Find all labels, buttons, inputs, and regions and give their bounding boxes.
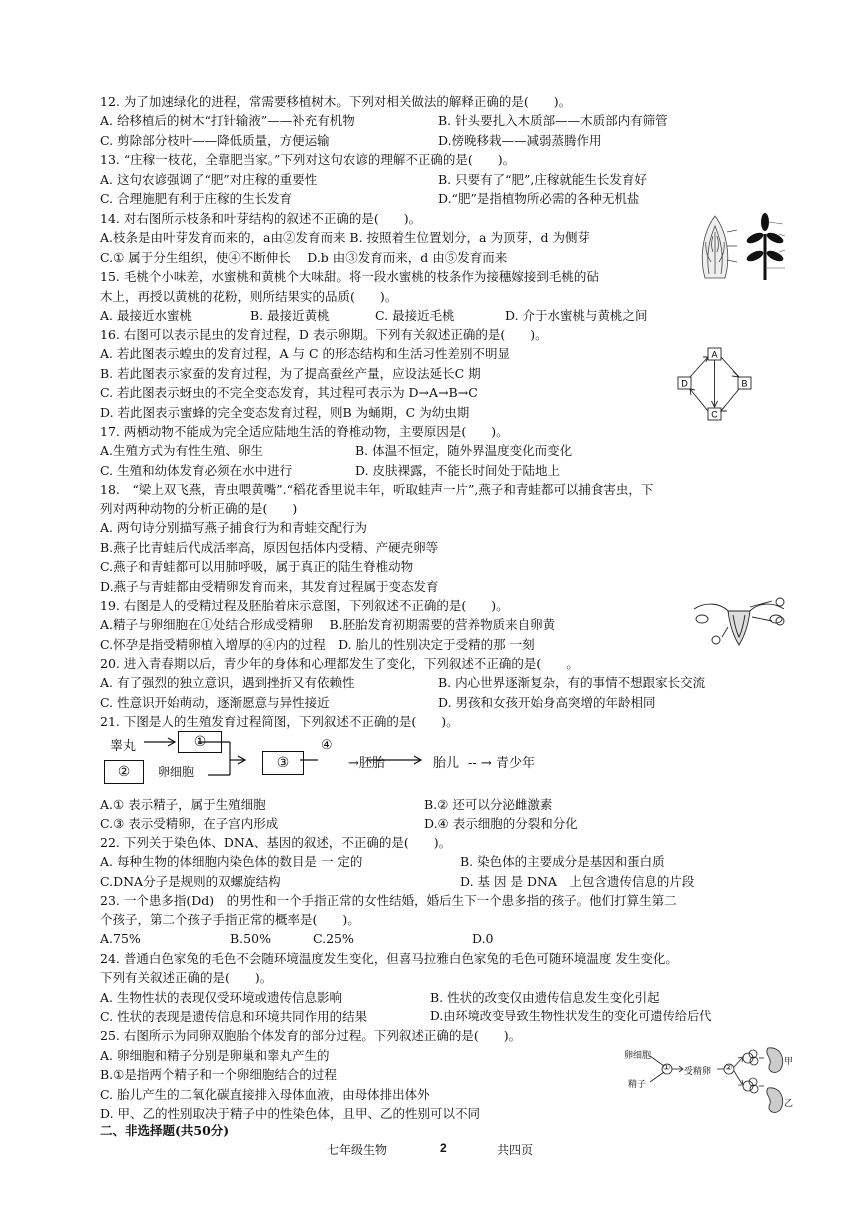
flow-box-2: ②	[104, 760, 144, 784]
q13-option-a: A. 这句农谚强调了“肥”对庄稼的重要性	[100, 172, 318, 187]
q18-stem-line1: 18. “梁上双飞燕，青虫喂黄嘴”.“稻花香里说丰年，听取蛙声一片”,燕子和青蛙都可以捕食害虫，下	[100, 482, 654, 497]
flow-teen-label: -- → 青少年	[468, 756, 535, 771]
q25-option-b: B.①是指两个精子和一个卵细胞结合的过程	[100, 1067, 337, 1082]
q24-option-a: A. 生物性状的表现仅受环境或遗传信息影响	[100, 990, 342, 1005]
cycle-label-c: C	[711, 409, 718, 420]
twin-jia-label: 甲	[784, 1057, 794, 1067]
q15-stem-line1: 15. 毛桃个小味差，水蜜桃和黄桃个大味甜。将一段水蜜桃的枝条作为接穗嫁接到毛桃的砧	[100, 269, 599, 284]
q22-option-a: A. 每种生物的体细胞内染色体的数目是 一 定的	[100, 854, 363, 869]
q16-stem: 16. 右图可以表示昆虫的发育过程，D 表示卵期。下列有关叙述正确的是( )。	[100, 327, 548, 342]
q20-option-c: C. 性意识开始萌动，逐渐愿意与异性接近	[100, 695, 330, 710]
q15-option-a: A. 最接近水蜜桃	[100, 308, 192, 323]
q18-option-c: C.燕子和青蛙都可以用肺呼吸，属于真正的陆生脊椎动物	[100, 559, 414, 574]
q20-option-b: B. 内心世界逐渐复杂，有的事情不想跟家长交流	[438, 675, 706, 690]
q12-option-d: D.傍晚移栽——减弱蒸腾作用	[438, 133, 602, 148]
q24-option-b: B. 性状的改变仅由遗传信息发生变化引起	[430, 990, 660, 1005]
twin-development-figure	[624, 1044, 792, 1126]
q25-option-a: A. 卵细胞和精子分别是卵巢和睾丸产生的	[100, 1048, 330, 1063]
reproductive-system-figure	[688, 597, 790, 647]
cycle-label-b: B	[741, 378, 748, 389]
q22-option-b: B. 染色体的主要成分是基因和蛋白质	[460, 854, 665, 869]
q12-stem: 12. 为了加速绿化的进程，常需要移植树木。下列对相关做法的解释正确的是( )。	[100, 94, 572, 109]
twin-zygote-label: 受精卵	[684, 1067, 712, 1077]
q12-option-c: C. 剪除部分枝叶——降低质量，方便运输	[100, 133, 330, 148]
q17-option-a: A.生殖方式为有性生殖、卵生	[100, 443, 264, 458]
section-2-heading: 二、非选择题(共50分)	[100, 1123, 230, 1138]
q13-option-c: C. 合理施肥有利于庄稼的生长发育	[100, 191, 293, 206]
q23-option-d: D.0	[472, 931, 494, 946]
q19-options-cd: C.怀孕是指受精卵植入增厚的④内的过程 D. 胎儿的性别决定于受精的那 一刻	[100, 637, 535, 652]
q15-option-b: B. 最接近黄桃	[250, 308, 330, 323]
q19-stem: 19. 右图是人的受精过程及胚胎着床示意图，下列叙述不正确的是( )。	[100, 598, 509, 613]
q21-option-b: B.② 还可以分泌雌激素	[424, 797, 553, 812]
q16-option-a: A. 若此图表示蝗虫的发育过程，A 与 C 的形态结构和生活习性差别不明显	[100, 346, 510, 361]
q12-option-a: A. 给移植后的树木“打针输液”——补充有机物	[100, 113, 355, 128]
q17-option-d: D. 皮肤裸露，不能长时间处于陆地上	[355, 463, 561, 478]
q24-stem-line1: 24. 普通白色家兔的毛色不会随环境温度发生变化，但喜马拉雅白色家兔的毛色可随环境温度 发生变化。	[100, 951, 678, 966]
q16-option-d: D. 若此图表示蜜蜂的完全变态发育过程，则B 为蛹期，C 为幼虫期	[100, 405, 470, 420]
q22-option-d: D. 基 因 是 DNA 上包含遗传信息的片段	[460, 874, 695, 889]
q21-option-a: A.① 表示精子，属于生殖细胞	[100, 797, 266, 812]
twin-sperm-label: 精子	[628, 1080, 647, 1090]
q25-option-c: C. 胎儿产生的二氧化碳直接排入母体血液，由母体排出体外	[100, 1087, 430, 1102]
q23-option-a: A.75%	[100, 931, 141, 946]
q12-option-b: B. 针头要扎入木质部——木质部内有筛管	[438, 113, 668, 128]
bud-and-branch-figure	[693, 212, 791, 282]
q25-option-d: D. 甲、乙的性别取决于精子中的性染色体，且甲、乙的性别可以不同	[100, 1106, 481, 1121]
footer-subject: 七年级生物	[327, 1143, 388, 1157]
q18-option-b: B.燕子比青蛙后代成活率高，原因包括体内受精、产硬壳卵等	[100, 540, 439, 555]
footer-page-number: 2	[440, 1141, 447, 1155]
q15-stem-line2: 木上，再授以黄桃的花粉，则所结果实的品质( )。	[100, 289, 398, 304]
q23-option-c: C.25%	[313, 931, 354, 946]
q25-stem: 25. 右图所示为同卵双胞胎个体发育的部分过程。下列叙述正确的是( )。	[100, 1028, 522, 1043]
q13-option-b: B. 只要有了“肥”,庄稼就能生长发育好	[438, 172, 647, 187]
q13-option-d: D.“肥”是指植物所必需的各种无机盐	[438, 191, 640, 206]
q16-option-c: C. 若此图表示蚜虫的不完全变态发育，其过程可表示为 D→A→B→C	[100, 385, 478, 400]
q14-options-ab: A.枝条是由叶芽发育而来的，a由②发育而来 B. 按照着生位置划分，a 为顶芽，d 为侧芽	[100, 230, 590, 245]
flow-fetus-label: 胎儿	[433, 756, 460, 771]
flow-box-1: ①	[178, 731, 222, 753]
q20-option-d: D. 男孩和女孩开始身高突增的年龄相同	[438, 695, 656, 710]
flow-box-3: ③	[262, 751, 304, 775]
cycle-label-d: D	[681, 378, 688, 389]
flow-testis-label: 睾丸	[110, 739, 137, 754]
q14-options-cd: C.① 属于分生组织，使④不断伸长 D.b 由③发育而来，d 由⑤发育而来	[100, 250, 508, 265]
insect-cycle-diagram	[675, 345, 755, 425]
q18-stem-line2: 列对两种动物的分析正确的是( )	[100, 501, 298, 516]
q23-option-b: B.50%	[230, 931, 271, 946]
q18-option-d: D.燕子与青蛙都由受精卵发育而来，其发育过程属于变态发育	[100, 579, 439, 594]
q13-stem: 13. “庄稼一枝花，全靠肥当家。”下列对这句农谚的理解不正确的是( )。	[100, 152, 516, 167]
q17-option-c: C. 生殖和幼体发育必须在水中进行	[100, 463, 293, 478]
flow-step-4: ④	[321, 738, 333, 753]
twin-egg-label: 卵细胞	[624, 1051, 652, 1061]
q23-stem-line2: 个孩子，第二个孩子手指正常的概率是( )。	[100, 912, 360, 927]
q18-option-a: A. 两句诗分别描写燕子捕食行为和青蛙交配行为	[100, 520, 367, 535]
q21-option-d: D.④ 表示细胞的分裂和分化	[424, 816, 578, 831]
q16-option-b: B. 若此图表示家蚕的发育过程，为了提高蚕丝产量，应设法延长C 期	[100, 366, 481, 381]
q24-stem-line2: 下列有关叙述正确的是( )。	[100, 970, 273, 985]
q20-option-a: A. 有了强烈的独立意识，遇到挫折又有依赖性	[100, 675, 355, 690]
q17-stem: 17. 两栖动物不能成为完全适应陆地生活的脊椎动物，主要原因是( )。	[100, 424, 509, 439]
cycle-label-a: A	[711, 349, 718, 360]
q24-option-d: D.由环境改变导致生物性状发生的变化可遗传给后代	[430, 1009, 712, 1023]
q15-option-c: C. 最接近毛桃	[375, 308, 455, 323]
q14-stem: 14. 对右图所示枝条和叶芽结构的叙述不正确的是( )。	[100, 211, 422, 226]
footer-total-pages: 共四页	[497, 1143, 534, 1157]
flow-egg-label: 卵细胞	[158, 765, 195, 779]
q15-option-d: D. 介于水蜜桃与黄桃之间	[505, 308, 648, 323]
twin-step-1: ①	[663, 1063, 671, 1072]
q19-options-ab: A.精子与卵细胞在①处结合形成受精卵 B.胚胎发育初期需要的营养物质来自卵黄	[100, 617, 556, 632]
q24-option-c: C. 性状的表现是遗传信息和环境共同作用的结果	[100, 1009, 368, 1024]
twin-yi-label: 乙	[784, 1099, 794, 1109]
q23-stem-line1: 23. 一个患多指(Dd) 的男性和一个手指正常的女性结婚，婚后生下一个患多指的孩子。他们打算生第二	[100, 893, 677, 908]
q21-stem: 21. 下图是人的生殖发育过程简图，下列叙述不正确的是( )。	[100, 714, 459, 729]
q17-option-b: B. 体温不恒定，随外界温度变化而变化	[355, 443, 573, 458]
q20-stem: 20. 进入青春期以后，青少年的身体和心理都发生了变化，下列叙述不正确的是( 。	[100, 656, 579, 671]
q21-option-c: C.③ 表示受精卵，在子宫内形成	[100, 816, 279, 831]
flow-embryo-label: →胚胎	[348, 756, 385, 771]
q22-stem: 22. 下列关于染色体、DNA、基因的叙述，不正确的是( )。	[100, 835, 452, 850]
twin-step-2: ②	[725, 1063, 733, 1072]
q22-option-c: C.DNA分子是规则的双螺旋结构	[100, 874, 281, 889]
